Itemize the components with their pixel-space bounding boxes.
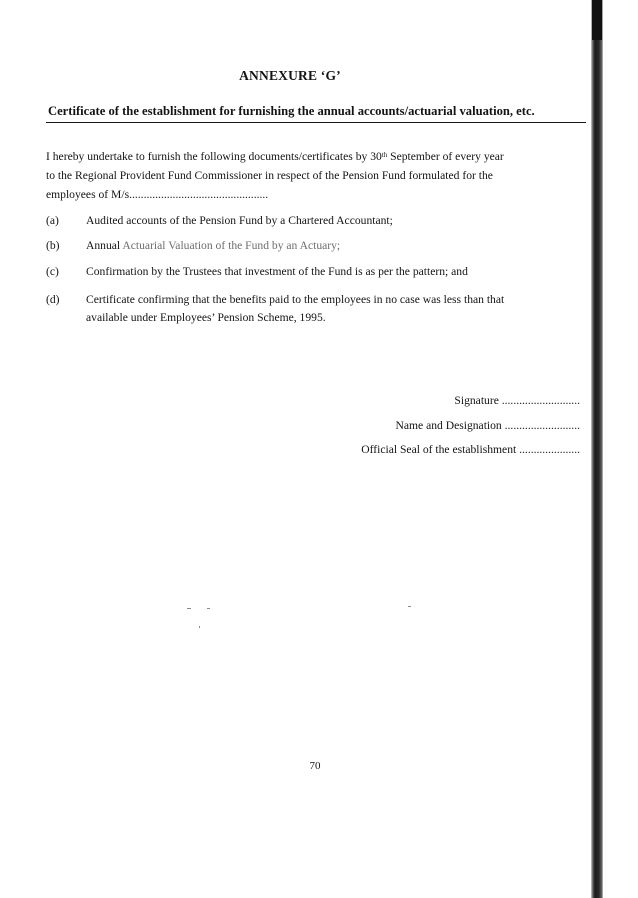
ordinal-suffix: th: [381, 151, 388, 159]
annexure-title: ANNEXURE ‘G’: [239, 68, 341, 83]
list-label: (d): [46, 293, 60, 306]
intro-line-2: to the Regional Provident Fund Commissioner in respect of the Pension Fund formulated for the: [46, 169, 493, 182]
list-label: (c): [46, 265, 59, 278]
list-text: Confirmation by the Trustees that investment of the Fund is as per the pattern; and: [86, 265, 468, 278]
intro-paragraph: [46, 147, 586, 204]
list-text: Certificate confirming that the benefits paid to the employees in no case was less than that available under Employees’ Pension Scheme, 1995.: [86, 293, 505, 324]
list-label: (b): [46, 239, 60, 252]
certificate-heading: Certificate of the establishment for furnishing the annual accounts/actuarial valuation, etc.: [48, 104, 535, 118]
name-designation-line: Name and Designation ..........................: [395, 419, 580, 432]
scan-speck: [187, 608, 191, 609]
list-label: (a): [46, 214, 59, 227]
official-seal-line: Official Seal of the establishment .....................: [361, 443, 580, 456]
intro-line-1: I hereby undertake to furnish the following documents/certificates by 30th September of every year: [46, 150, 504, 163]
list-text: Annual Actuarial Valuation of the Fund by an Actuary;: [86, 239, 341, 252]
faded-text: Actuarial Valuation of the Fund by an Actuary;: [122, 239, 341, 252]
scan-binding-edge-top: [592, 0, 602, 40]
intro-line-3: employees of M/s................................................: [46, 188, 269, 201]
page-number: 70: [309, 760, 321, 772]
signature-line: Signature ...........................: [454, 394, 580, 407]
scan-speck: [199, 626, 200, 628]
scan-speck: [207, 608, 210, 609]
list-text: Audited accounts of the Pension Fund by a Chartered Accountant;: [86, 214, 393, 227]
heading-underline: [46, 122, 586, 123]
scan-speck: [408, 606, 411, 607]
